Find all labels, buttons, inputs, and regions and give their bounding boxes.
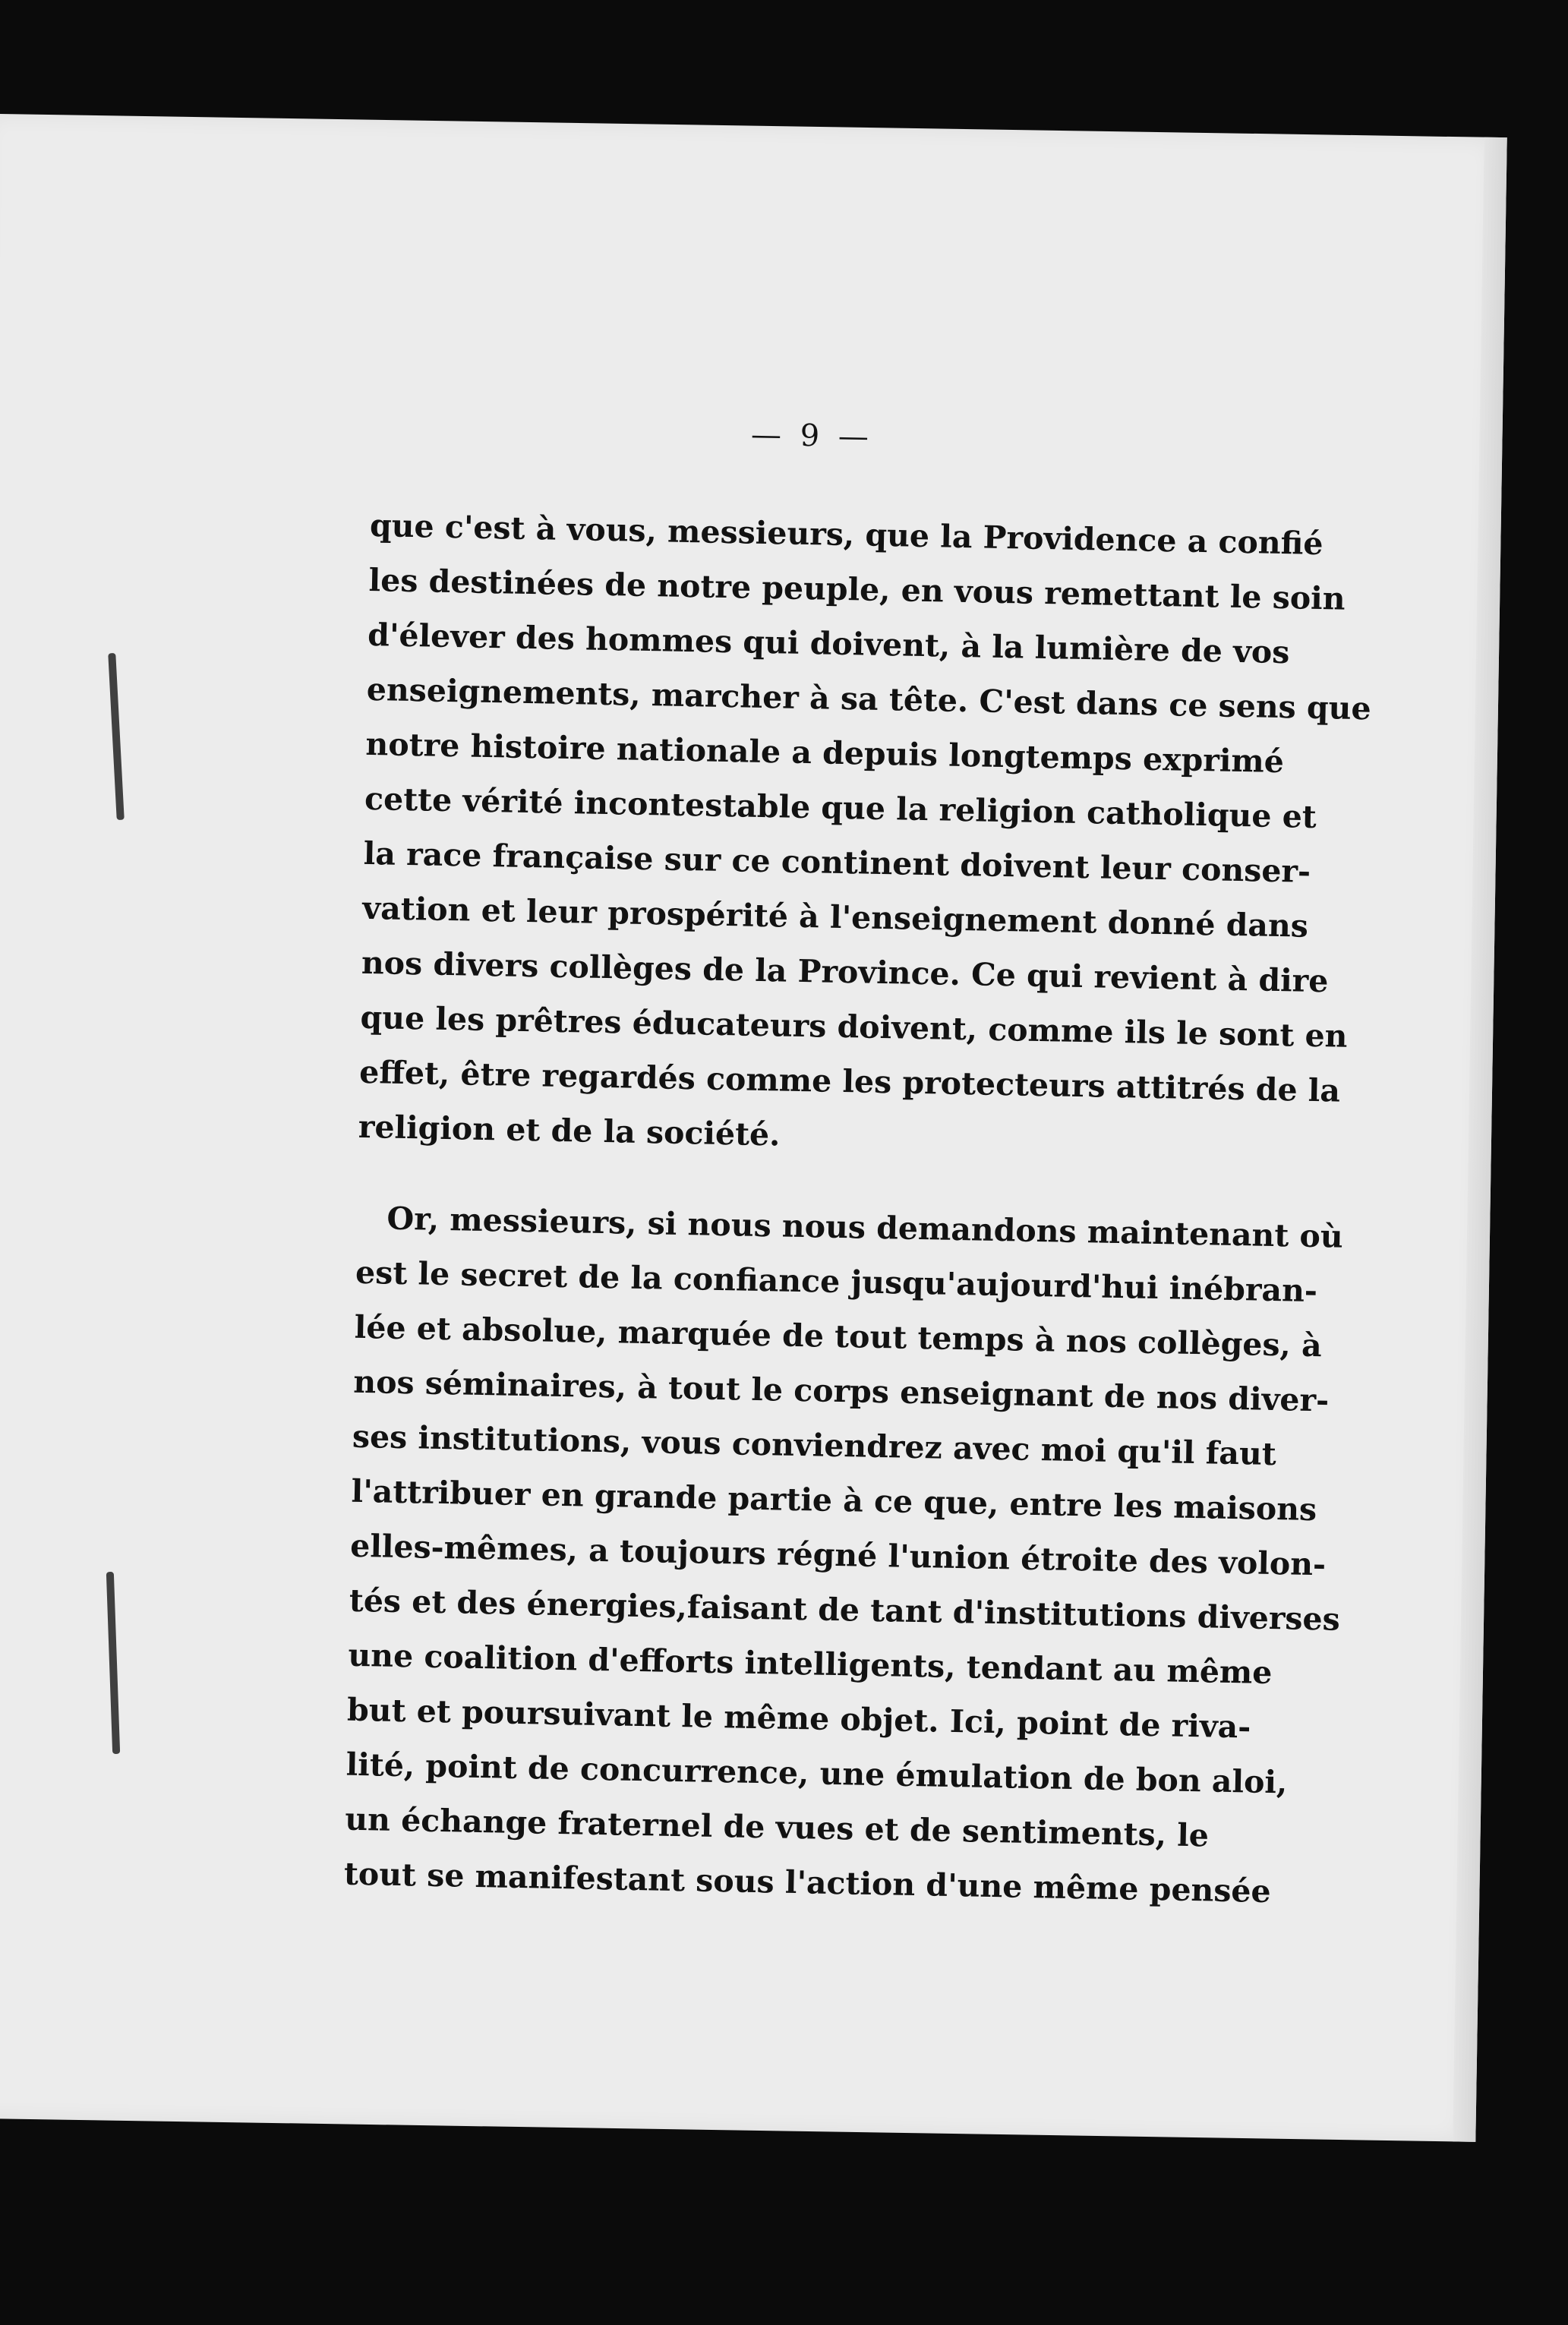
text-line: religion et de la société. [358, 1108, 781, 1153]
page-number: — 9 — [750, 417, 874, 455]
text-line: nos séminaires, à tout le corps enseignant de nos diver- [352, 1363, 1330, 1419]
text-line: d'élever des hommes qui doivent, à la lumière de vos [367, 616, 1290, 671]
paper-edge [1453, 137, 1506, 2142]
text-line: lée et absolue, marquée de tout temps à nos collèges, à [354, 1308, 1323, 1364]
text-line: effet, être regardés comme les protecteurs attitrés de la [358, 1053, 1341, 1109]
text-line: la race française sur ce continent doivent leur conser- [363, 834, 1311, 890]
text-line: nos divers collèges de la Province. Ce qui revient à dire [361, 944, 1329, 1000]
text-line: tout se manifestant sous l'action d'une même pensée [343, 1855, 1272, 1910]
text-line: cette vérité incontestable que la religion catholique et [364, 780, 1317, 835]
text-line: que les prêtres éducateurs doivent, comme ils le sont en [360, 998, 1348, 1055]
text-line: les destinées de notre peuple, en vous remettant le soin [368, 561, 1346, 617]
text-line: un échange fraternel de vues et de sentiments, le [344, 1800, 1210, 1854]
text-line: Or, messieurs, si nous nous demandons maintenant où [386, 1200, 1344, 1255]
text-line: l'attribuer en grande partie à ce que, entre les maisons [351, 1472, 1317, 1528]
text-line: ses institutions, vous conviendrez avec moi qu'il faut [352, 1418, 1277, 1473]
text-line: que c'est à vous, messieurs, que la Providence a confié [369, 506, 1323, 563]
text-line: une coalition d'efforts intelligents, tendant au même [348, 1636, 1273, 1692]
text-line: tés et des énergies,faisant de tant d'institutions diverses [349, 1582, 1341, 1638]
text-line: est le secret de la confiance jusqu'aujourd'hui inébran- [355, 1254, 1318, 1310]
text-line: lité, point de concurrence, une émulation de bon aloi, [345, 1746, 1288, 1801]
text-line: but et poursuivant le même objet. Ici, point de riva- [346, 1691, 1251, 1746]
text-line: elles-mêmes, a toujours régné l'union étroite des volon- [349, 1527, 1327, 1583]
page-content [343, 410, 1372, 1917]
text-line: enseignements, marcher à sa tête. C'est dans ce sens que [366, 670, 1372, 727]
text-line: vation et leur prospérité à l'enseignement donné dans [361, 889, 1309, 945]
paragraph-2 [343, 1191, 1344, 1917]
paragraph-1 [358, 498, 1372, 1170]
text-line: notre histoire nationale a depuis longtemps exprimé [365, 725, 1285, 781]
